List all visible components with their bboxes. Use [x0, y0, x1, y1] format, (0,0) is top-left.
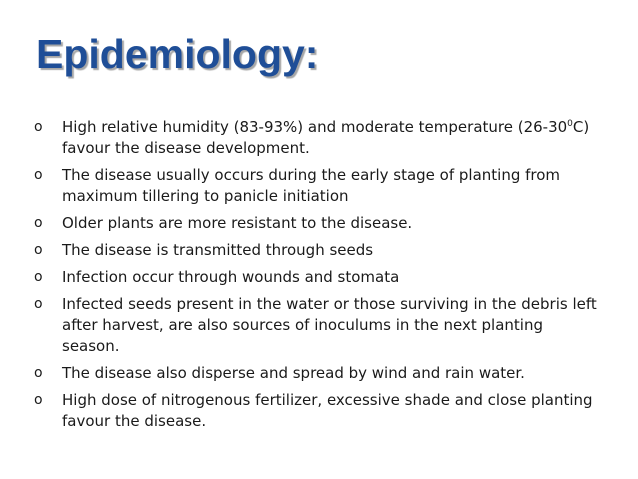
bullet-item-inoculum-sources	[34, 294, 604, 357]
bullet-list	[34, 117, 604, 438]
bullet-text: Infection occur through wounds and stomata	[62, 268, 400, 286]
bullet-item-occurrence	[34, 165, 604, 207]
bullet-marker-icon: o	[34, 119, 43, 135]
bullet-marker-icon: o	[34, 296, 43, 312]
bullet-marker-icon: o	[34, 365, 43, 381]
bullet-item-fertilizer	[34, 390, 604, 432]
bullet-text: The disease also disperse and spread by wind and rain water.	[62, 364, 525, 382]
bullet-text: High dose of nitrogenous fertilizer, excessive shade and close planting favour the disease.	[62, 391, 593, 430]
bullet-text: C) favour the disease development.	[62, 118, 590, 157]
bullet-text: The disease usually occurs during the early stage of planting from maximum tillering to panicle initiation	[62, 166, 561, 205]
bullet-text: The disease is transmitted through seeds	[62, 241, 374, 259]
slide-title: Epidemiology:	[36, 31, 319, 77]
bullet-marker-icon: o	[34, 269, 43, 285]
bullet-superscript: 0	[567, 119, 573, 129]
bullet-text: Infected seeds present in the water or those surviving in the debris left after harvest, are also sources of inoculums in the next planting season.	[62, 295, 597, 355]
bullet-text: High relative humidity (83-93%) and moderate temperature (26-30	[62, 118, 568, 136]
bullet-item-humidity	[34, 117, 604, 159]
bullet-marker-icon: o	[34, 167, 43, 183]
bullet-item-seed-transmission	[34, 240, 604, 261]
bullet-marker-icon: o	[34, 242, 43, 258]
bullet-item-spread	[34, 363, 604, 384]
bullet-marker-icon: o	[34, 215, 43, 231]
bullet-item-resistance	[34, 213, 604, 234]
bullet-marker-icon: o	[34, 392, 43, 408]
bullet-text: Older plants are more resistant to the disease.	[62, 214, 413, 232]
bullet-item-infection	[34, 267, 604, 288]
